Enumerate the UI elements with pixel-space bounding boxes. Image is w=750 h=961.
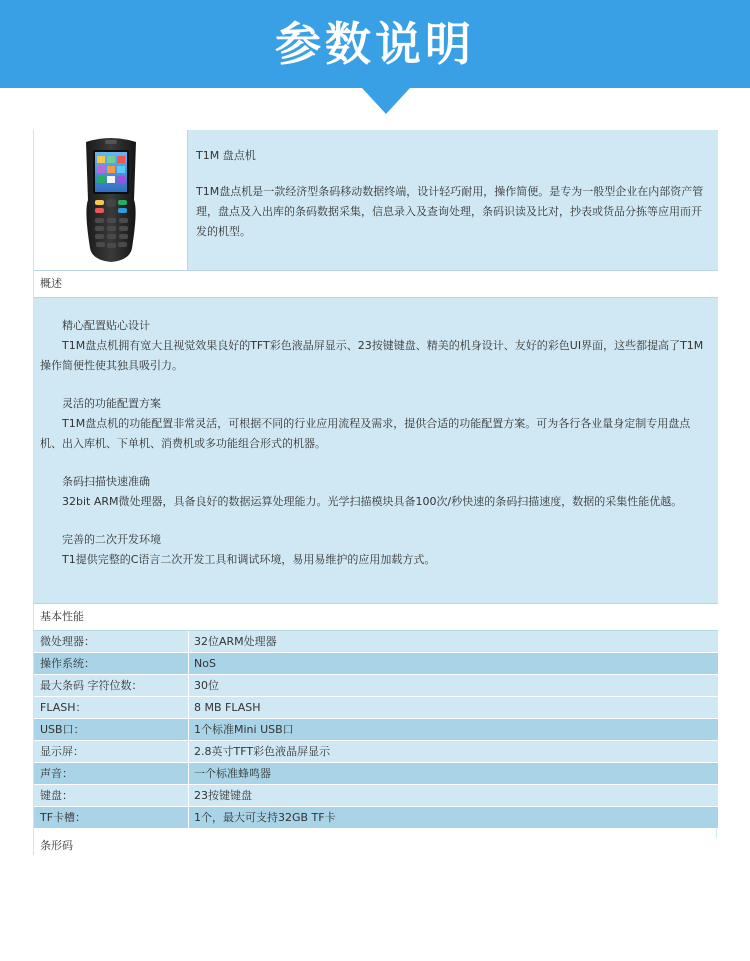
spec-sheet [33,130,717,855]
table-row [34,675,718,697]
handheld-terminal-image [34,130,188,270]
performance-table [34,631,718,829]
overview-heading: 概述 [34,270,718,298]
product-description: T1M盘点机是一款经济型条码移动数据终端，设计轻巧耐用，操作简便。是专为一般型企业在内部资产管理，盘点及入出库的条码数据采集，信息录入及查询处理，条码识读及比对，抄表或货品分拣等应用而开发的机型。 [196,185,704,238]
overview-item-body: T1提供完整的C语言二次开发工具和调试环境，易用易维护的应用加载方式。 [62,553,436,566]
overview-item-body: T1M盘点机拥有宽大且视觉效果良好的TFT彩色液晶屏显示、23按键键盘、精美的机身设计、友好的彩色UI界面，这些都提高了T1M操作简便性使其独具吸引力。 [40,339,704,372]
table-row [34,653,718,675]
spec-value: 8 MB FLASH [194,701,261,714]
banner-title: 参数说明 [275,17,475,71]
spec-value: NoS [194,657,216,670]
spec-key: USB口： [40,723,85,736]
table-row [34,741,718,763]
spec-value: 23按键键盘 [194,789,252,802]
overview-section [34,298,718,603]
overview-item [40,394,712,454]
product-intro [34,130,718,270]
spec-value: 1个，最大可支持32GB TF卡 [194,811,336,824]
barcode-heading: 条形码 [34,838,718,855]
performance-heading: 基本性能 [34,603,718,631]
title-banner [0,0,750,88]
table-row [34,697,718,719]
overview-item-title: 完善的二次开发环境 [62,533,161,546]
spec-key: 显示屏： [40,745,84,758]
spec-key: 键盘： [40,789,73,802]
spec-key: 操作系统： [40,657,95,670]
product-text [196,146,711,242]
banner-arrow-icon [362,88,410,114]
spec-key: 最大条码 字符位数： [40,679,143,692]
spec-value: 32位ARM处理器 [194,635,277,648]
overview-item-body: 32bit ARM微处理器，具备良好的数据运算处理能力。光学扫描模块具备100次/秒快速的条码扫描速度，数据的采集性能优越。 [62,495,683,508]
spec-key: TF卡槽： [40,811,87,824]
spec-value: 30位 [194,679,219,692]
product-image-cell [34,130,188,270]
overview-item [40,316,712,376]
spec-value: 1个标准Mini USB口 [194,723,294,736]
table-row [34,719,718,741]
overview-item-title: 精心配置贴心设计 [62,319,150,332]
table-row [34,807,718,829]
spec-key: 微处理器： [40,635,95,648]
table-row [34,763,718,785]
spec-value: 一个标准蜂鸣器 [194,767,271,780]
overview-item-body: T1M盘点机的功能配置非常灵活，可根据不同的行业应用流程及需求，提供合适的功能配置方案。可为各行各业量身定制专用盘点机、出入库机、下单机、消费机或多功能组合形式的机器。 [40,417,691,450]
overview-item-title: 条码扫描快速准确 [62,475,150,488]
table-row [34,631,718,653]
overview-item [40,530,712,570]
overview-item [40,472,712,512]
spec-key: FLASH： [40,701,87,714]
overview-item-title: 灵活的功能配置方案 [62,397,161,410]
table-row [34,785,718,807]
product-name: T1M 盘点机 [196,149,256,162]
spec-key: 声音： [40,767,73,780]
spec-value: 2.8英寸TFT彩色液晶屏显示 [194,745,331,758]
